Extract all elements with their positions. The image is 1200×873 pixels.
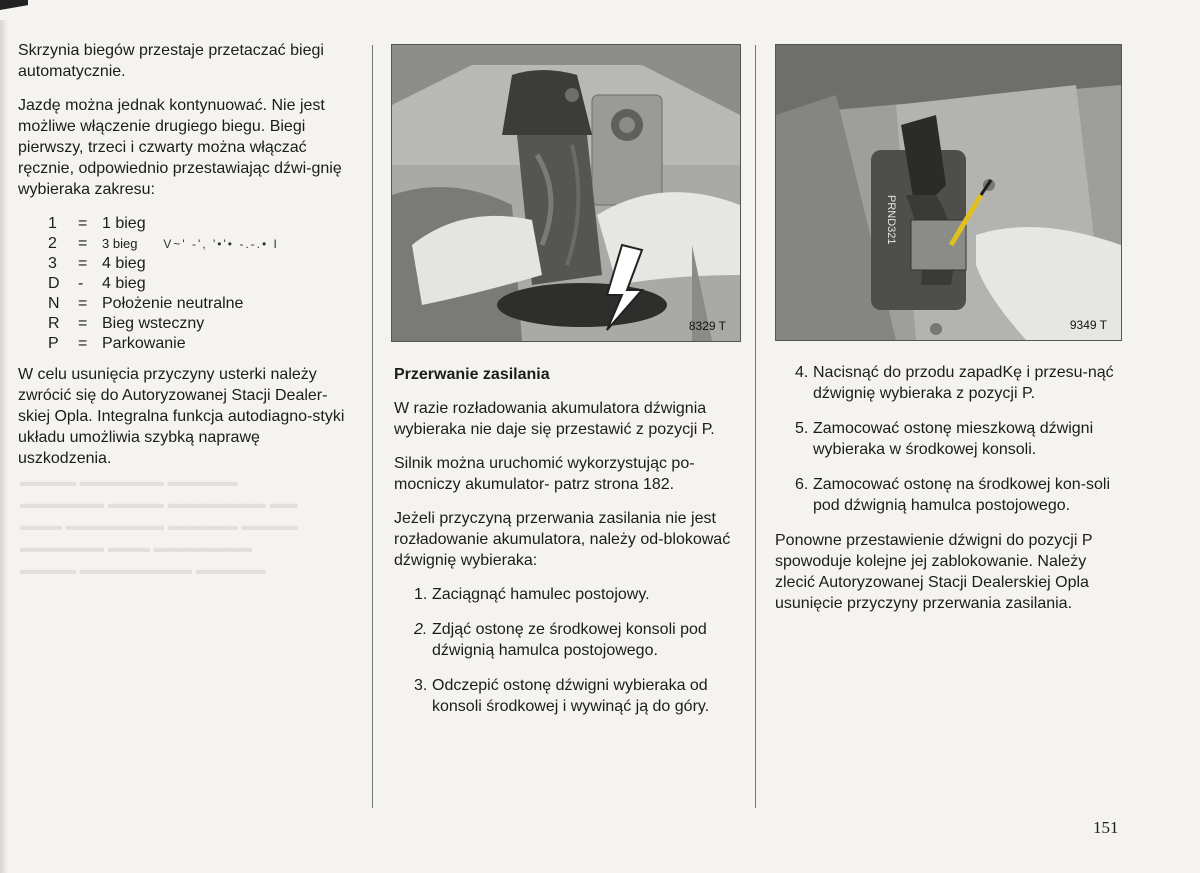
step-text: Odczepić ostonę dźwigni wybieraka od konsoli środkowej i wywinąć ją do góry.: [432, 677, 710, 715]
console-photo: [775, 44, 1122, 341]
gear-value: 1 bieg: [102, 215, 146, 232]
step-number: 6.: [795, 476, 809, 493]
gear-row: [48, 214, 353, 234]
gear-lever-illustration: [392, 45, 740, 341]
step-number: 4.: [795, 364, 809, 381]
svg-text:PRND321: PRND321: [885, 195, 897, 245]
gear-key: N: [48, 295, 60, 312]
gear-value: Położenie neutralne: [102, 295, 244, 312]
gear-row: [48, 274, 353, 294]
list-item: [414, 619, 744, 661]
gear-row: [48, 294, 353, 314]
gear-row: [48, 314, 353, 334]
step-text: Zamocować ostonę na środkowej kon-soli pod dźwignią hamulca postojowego.: [813, 476, 1111, 514]
closing-paragraph: Ponowne przestawienie dźwigni do pozycji P spowoduje kolejne jej zablokowanie. Należy zlecić Autoryzowanej Stacji Dealerskiej Opla usunięcie przyczyny przerwania zasilania.: [775, 532, 1093, 612]
gear-value: 4 bieg: [102, 275, 146, 292]
gear-row: [48, 234, 353, 254]
unlock-steps: [414, 584, 744, 717]
column-divider: [755, 45, 756, 808]
list-item: [795, 474, 1120, 516]
gear-value: 4 bieg: [102, 255, 146, 272]
step-text: Zaciągnąć hamulec postojowy.: [432, 586, 650, 603]
list-item: [414, 675, 744, 717]
page-corner-mark: [0, 0, 28, 10]
gear-separator: =: [78, 215, 88, 232]
gear-separator: =: [78, 235, 88, 252]
gear-key: 1: [48, 215, 57, 232]
gear-value: 3 bieg: [102, 236, 138, 251]
photo-code: 8329 T: [688, 319, 726, 333]
section-heading: Przerwanie zasilania: [394, 366, 550, 383]
step-text: Nacisnąć do przodu zapadKę i przesu-nąć dźwignię wybieraka z pozycji P.: [813, 364, 1114, 402]
gear-separator: =: [78, 335, 88, 352]
gear-lever-photo: [391, 44, 741, 342]
left-para-2: Jazdę można jednak kontynuować. Nie jest możliwe włączenie drugiego biegu. Biegi pierwszy, trzeci i czwarty można włączać ręcznie, odpowiednio przestawiając dźwi-gnię wybieraka zakresu:: [18, 97, 342, 198]
page-number: 151: [1093, 818, 1119, 837]
bleed-through-text: ▬▬▬▬ ▬▬▬▬▬▬ ▬▬▬▬▬ ▬▬▬▬▬▬ ▬▬▬▬ ▬▬▬▬▬▬▬ ▬▬ ▬▬▬ ▬▬▬▬▬▬▬ ▬▬▬▬▬ ▬▬▬▬ ▬▬▬▬▬▬ ▬▬▬ ▬▬▬▬▬▬▬ ▬▬▬▬ ▬▬▬▬▬▬▬▬ ▬▬▬▬▬: [20, 473, 298, 577]
binding-shadow: [0, 20, 8, 873]
step-number: 5.: [795, 420, 809, 437]
list-item: [795, 418, 1120, 460]
step-text: Zamocować ostonę mieszkową dźwigni wybieraka w środkowej konsoli.: [813, 420, 1094, 458]
gear-separator: -: [78, 275, 84, 292]
left-column: [18, 40, 353, 482]
gear-value: Parkowanie: [102, 335, 186, 352]
middle-para-2: Silnik można uruchomić wykorzystując po-mocniczy akumulator- patrz strona 182.: [394, 455, 695, 493]
step-text: Zdjąć ostonę ze środkowej konsoli pod dźwignią hamulca postojowego.: [432, 621, 707, 659]
left-para-1: Skrzynia biegów przestaje przetaczać biegi automatycznie.: [18, 42, 324, 80]
console-illustration: [776, 45, 1121, 340]
middle-para-1: W razie rozładowania akumulatora dźwignia wybieraka nie daje się przestawić z pozycji P.: [394, 400, 715, 438]
step-number: 3.: [414, 677, 428, 694]
gear-list: [48, 214, 353, 354]
photo-code: 9349 T: [1069, 318, 1107, 332]
gear-row: [48, 334, 353, 354]
column-divider: [372, 45, 373, 808]
gear-separator: =: [78, 315, 88, 332]
middle-para-3: Jeżeli przyczyną przerwania zasilania nie jest rozładowanie akumulatora, należy od-blokować dźwignię wybieraka:: [394, 510, 731, 569]
gear-value: Bieg wsteczny: [102, 315, 205, 332]
continuation-steps: [795, 362, 1120, 516]
gear-row: [48, 254, 353, 274]
gear-key: D: [48, 275, 60, 292]
middle-column: [394, 364, 744, 731]
gear-separator: =: [78, 255, 88, 272]
left-para-3: W celu usunięcia przyczyny usterki należy zwrócić się do Autoryzowanej Stacji Dealer-skiej Opla. Integralna funkcja autodiagno-styki układu umożliwia szybką naprawę uszkodzenia.: [18, 366, 345, 467]
step-number: 2.: [414, 621, 428, 638]
gear-key: 3: [48, 255, 57, 272]
gear-key: P: [48, 335, 59, 352]
gear-key: 2: [48, 235, 57, 252]
gear-key: R: [48, 315, 60, 332]
right-column: [775, 362, 1120, 627]
list-item: [414, 584, 744, 605]
step-number: 1.: [414, 586, 428, 603]
print-artifact: V~' -', '•'• -.-.• I: [163, 237, 279, 251]
list-item: [795, 362, 1120, 404]
gear-separator: =: [78, 295, 88, 312]
